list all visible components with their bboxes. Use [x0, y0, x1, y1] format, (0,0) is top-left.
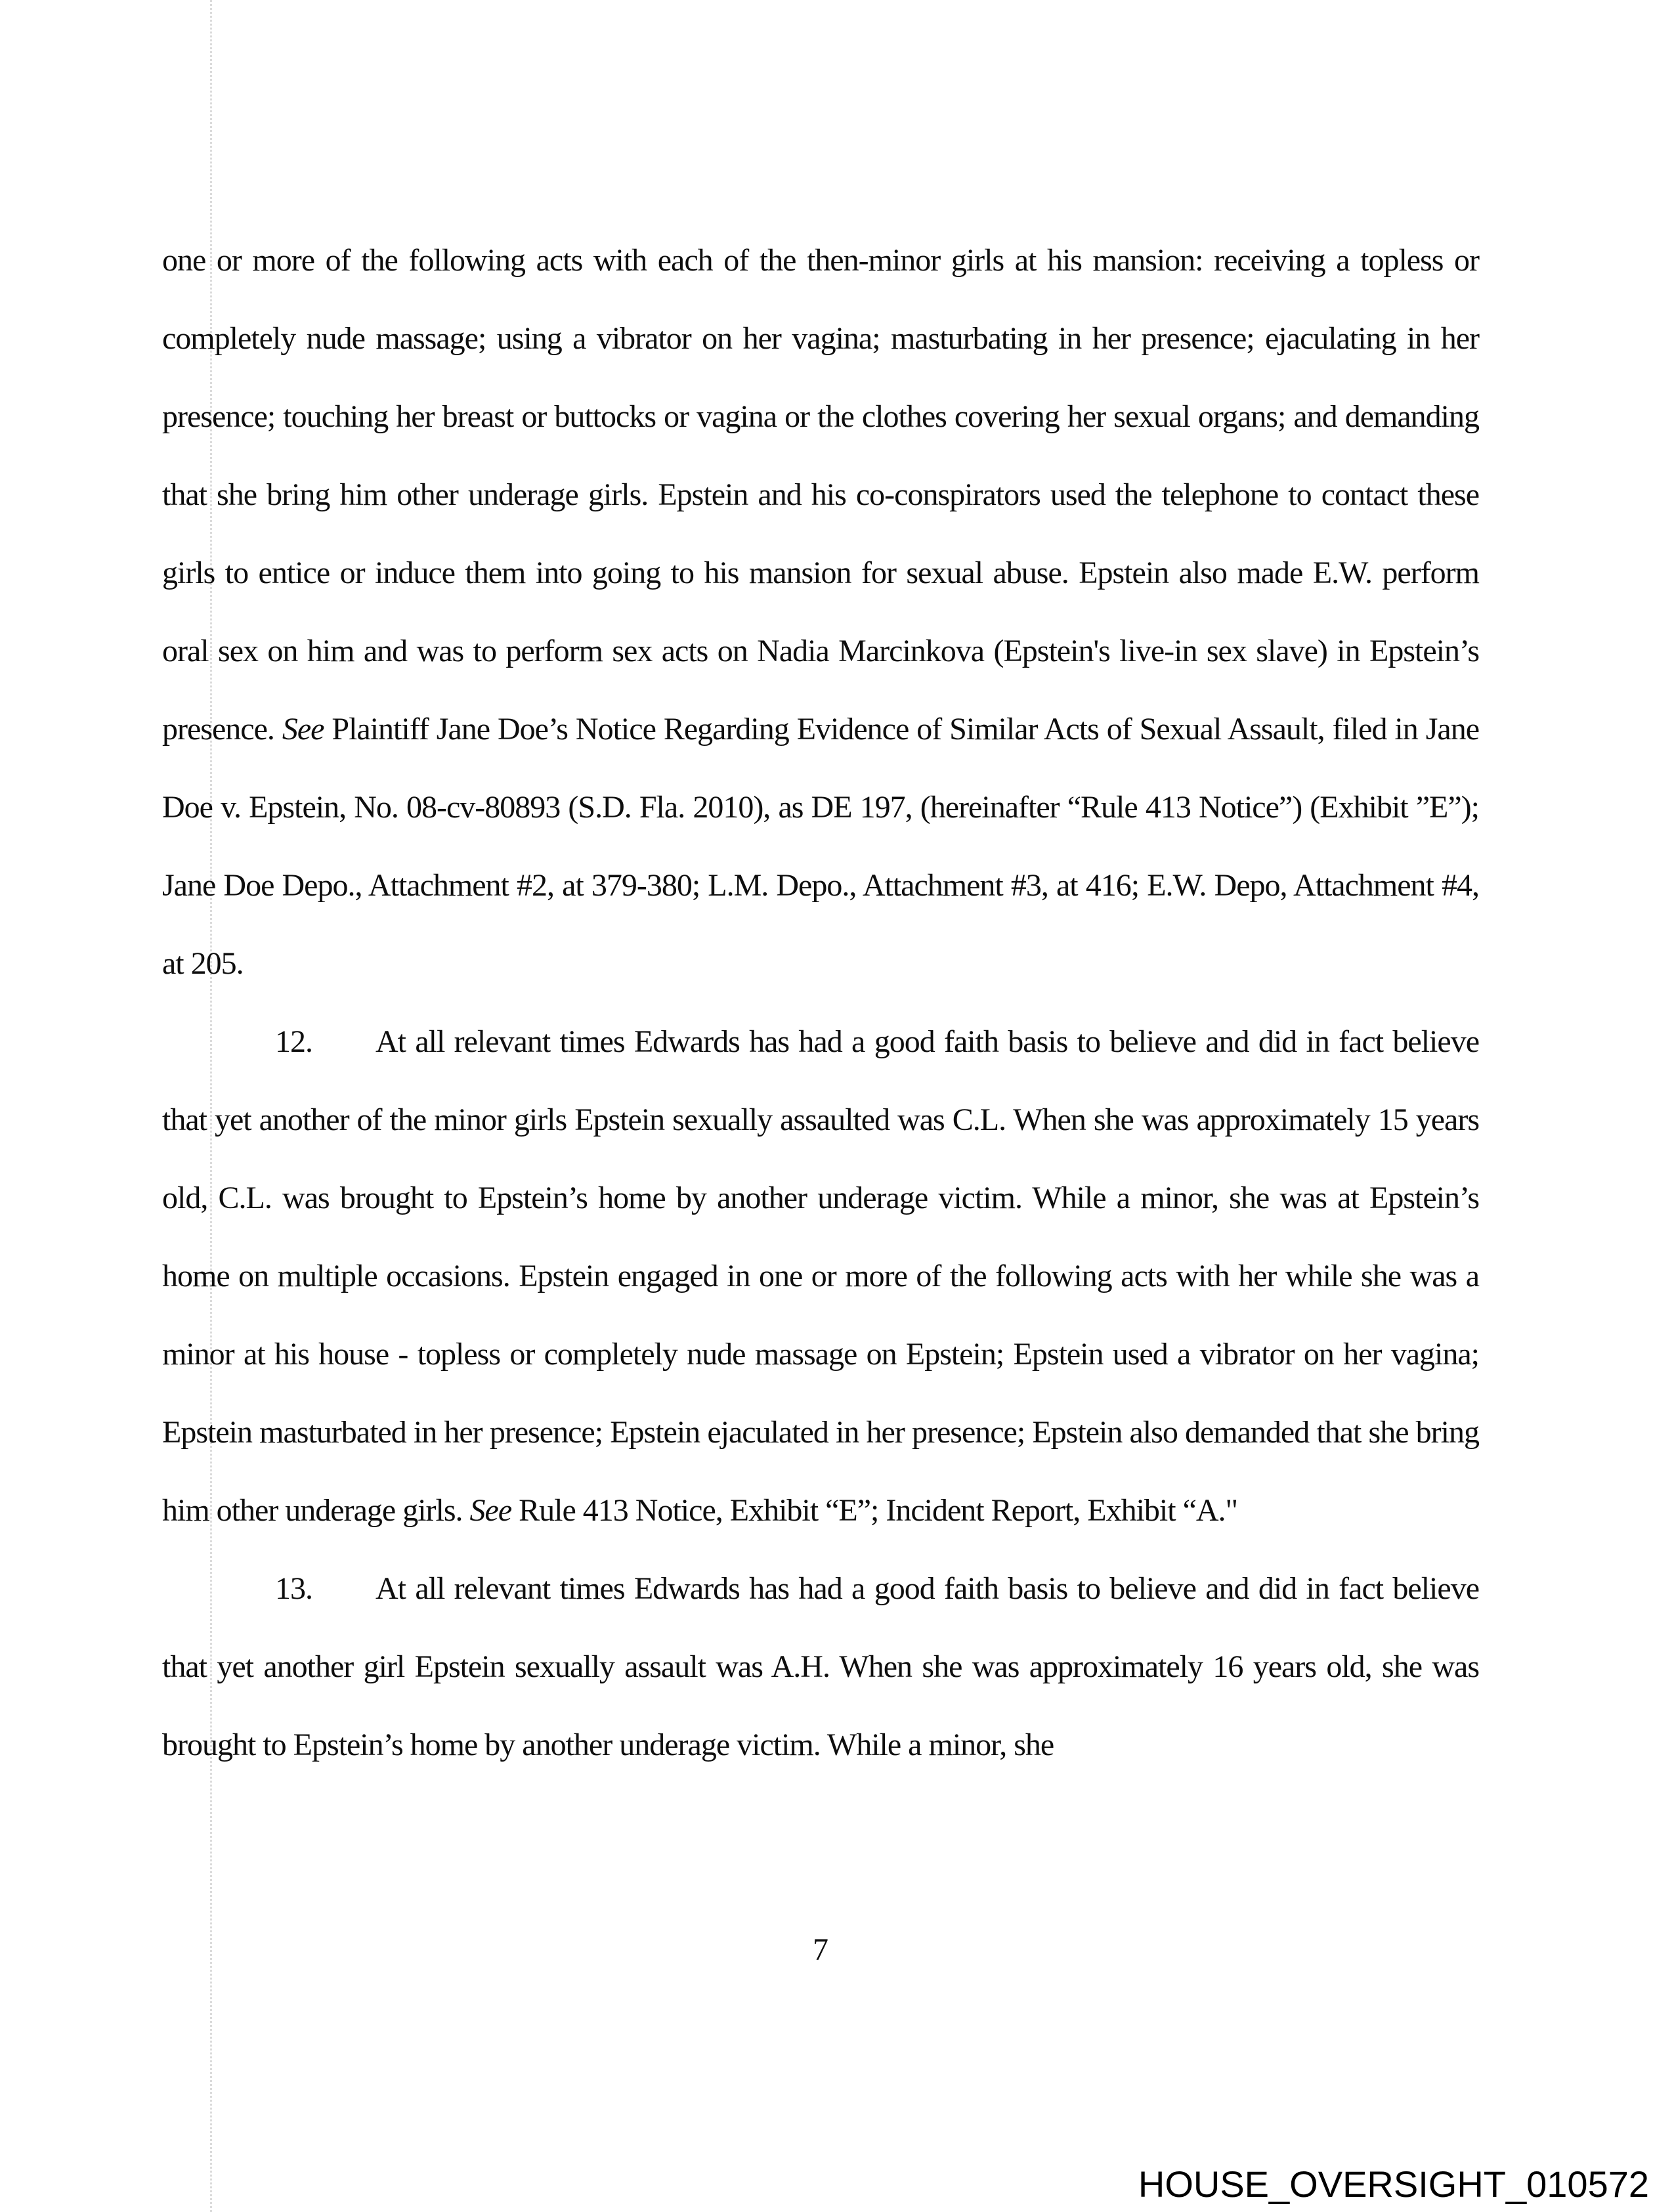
body-text	[162, 221, 1479, 1784]
bates-stamp: HOUSE_OVERSIGHT_010572	[1138, 2163, 1649, 2205]
text-segment: At all relevant times Edwards has had a good faith basis to believe and did in fact believe that yet another girl Epstein sexually assault was A.H. When she was approximately 16 years old, she was brought to Epstein’s home by another underage victim. While a minor, she	[162, 1571, 1479, 1762]
text-segment-italic-see: See	[469, 1493, 512, 1528]
paragraph-number: 12.	[275, 1024, 312, 1059]
page-number: 7	[813, 1932, 828, 1967]
text-segment: one or more of the following acts with each of the then-minor girls at his mansion: receiving a topless or completely nude massage; using a vibrator on her vagina; masturbating in her presence; ejaculating in her presence; touching her breast or buttocks or vagina or the clothes covering her sexual organs; and demanding that she bring him other underage girls. Epstein and his co-conspirators used the telephone to contact these girls to entice or induce them into going to his mansion for sexual abuse. Epstein also made E.W. perform oral sex on him and was to perform sex acts on Nadia Marcinkova (Epstein's live-in sex slave) in Epstein’s presence.	[162, 243, 1479, 747]
paragraph-13	[162, 1550, 1479, 1784]
text-segment: Rule 413 Notice, Exhibit “E”; Incident Report, Exhibit “A."	[511, 1493, 1238, 1528]
text-segment: At all relevant times Edwards has had a good faith basis to believe and did in fact believe that yet another of the minor girls Epstein sexually assaulted was C.L. When she was approximately 15 years old, C.L. was brought to Epstein’s home by another underage victim. While a minor, she was at Epstein’s home on multiple occasions. Epstein engaged in one or more of the following acts with her while she was a minor at his house - topless or completely nude massage on Epstein; Epstein used a vibrator on her vagina; Epstein masturbated in her presence; Epstein ejaculated in her presence; Epstein also demanded that she bring him other underage girls.	[162, 1024, 1479, 1528]
paragraph-continuation	[162, 221, 1479, 1003]
text-segment: Plaintiff Jane Doe’s Notice Regarding Evidence of Similar Acts of Sexual Assault, filed in Jane Doe v. Epstein, No. 08-cv-80893 (S.D. Fla. 2010), as DE 197, (hereinafter “Rule 413 Notice”) (Exhibit ”E”); Jane Doe Depo., Attachment #2, at 379-380; L.M. Depo., Attachment #3, at 416; E.W. Depo, Attachment #4, at 205.	[162, 712, 1479, 981]
paragraph-12	[162, 1003, 1479, 1550]
paragraph-number: 13.	[275, 1571, 312, 1606]
text-segment-italic-see: See	[282, 712, 324, 747]
